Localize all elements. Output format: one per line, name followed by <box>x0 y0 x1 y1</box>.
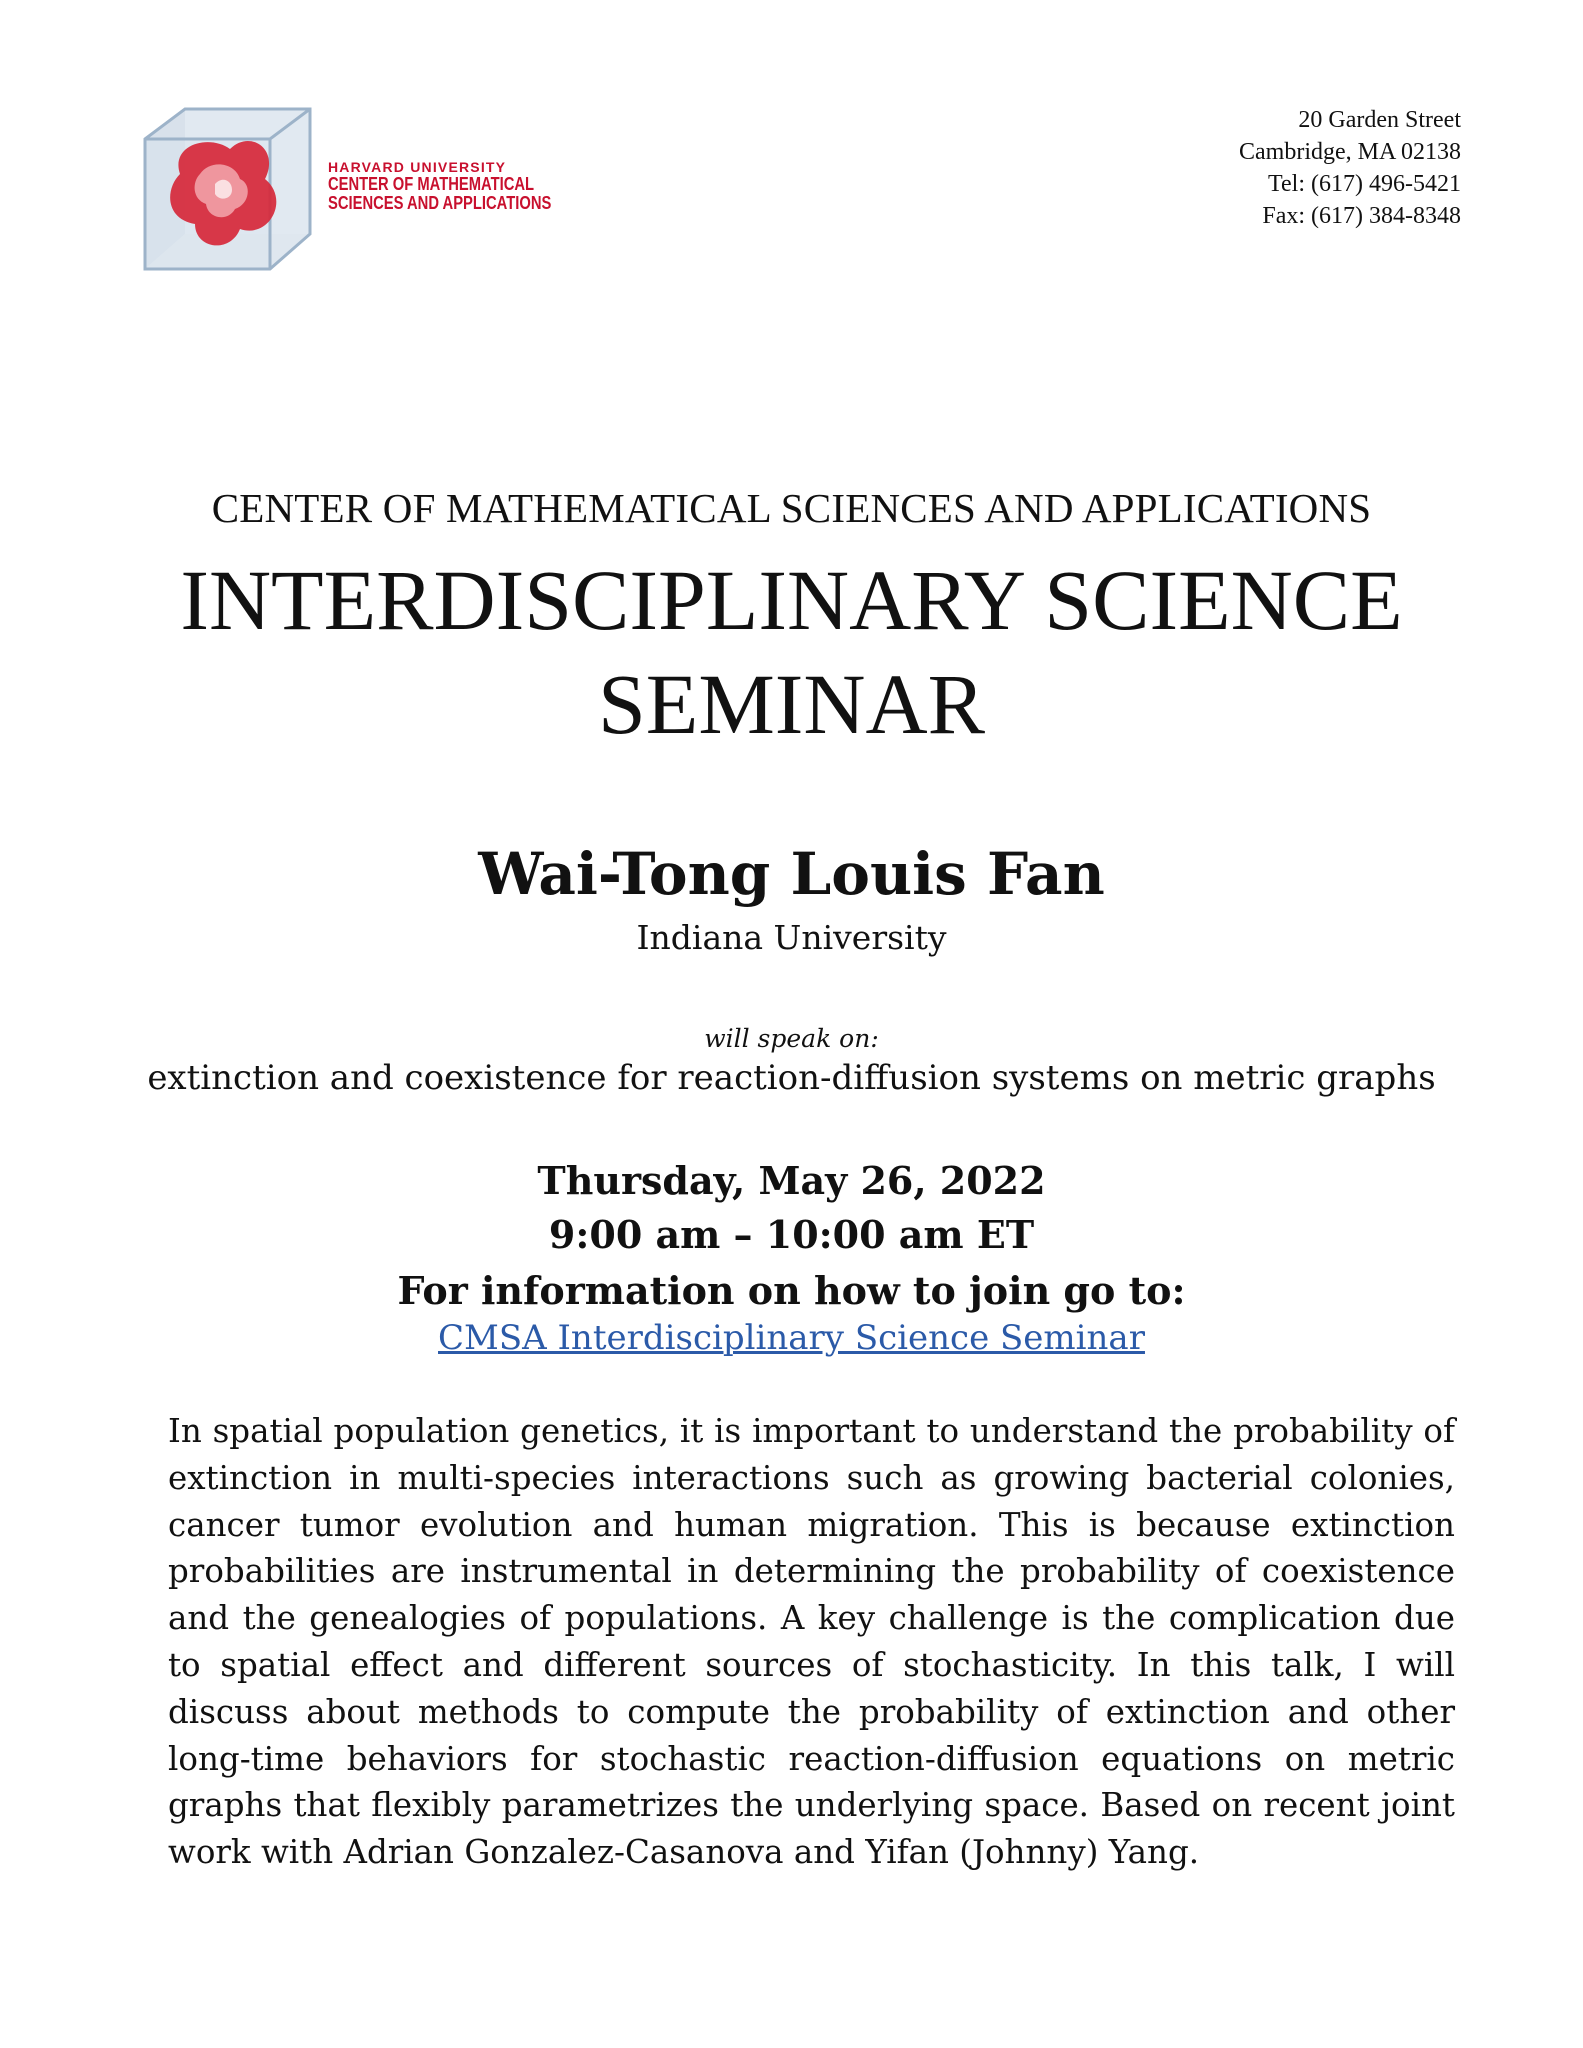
will-speak-label: will speak on: <box>704 1024 879 1053</box>
speaker-name: Wai-Tong Louis Fan <box>478 840 1105 908</box>
cube-logo-icon <box>140 104 320 284</box>
talk-title: extinction and coexistence for reaction-diffusion systems on metric graphs <box>147 1058 1436 1098</box>
speaker-affiliation: Indiana University <box>636 918 947 957</box>
seminar-title <box>0 548 1583 756</box>
seminar-title-line-1: INTERDISCIPLINARY SCIENCE <box>180 552 1403 648</box>
address-block <box>1239 104 1461 232</box>
join-info-label: For information on how to join go to: <box>397 1268 1186 1313</box>
logo-wordmark <box>328 160 600 212</box>
address-city: Cambridge, MA 02138 <box>1239 139 1461 165</box>
join-link[interactable]: CMSA Interdisciplinary Science Seminar <box>438 1318 1145 1358</box>
center-name: CENTER OF MATHEMATICAL SCIENCES AND APPLICATIONS <box>211 485 1372 531</box>
address-fax: Fax: (617) 384-8348 <box>1262 203 1461 229</box>
join-link-wrap <box>0 1318 1583 1358</box>
cmsa-logo <box>140 104 580 284</box>
event-time: 9:00 am – 10:00 am ET <box>548 1212 1035 1257</box>
abstract-text: In spatial population genetics, it is important to understand the probability of extinction in multi-species interactions such as growing bacterial colonies, cancer tumor evolution and human migration. This is because extinction probabilities are instrumental in determining the probability of coexistence and the genealogies of populations. A key challenge is the complication due to spatial effect and different sources of stochasticity. In this talk, I will discuss about methods to compute the probability of extinction and other long-time behaviors for stochastic reaction-diffusion equations on metric graphs that flexibly parametrizes the underlying space. Based on recent joint work with Adrian Gonzalez-Casanova and Yifan (Johnny) Yang. <box>168 1412 1455 1872</box>
address-tel: Tel: (617) 496-5421 <box>1268 171 1461 197</box>
seminar-title-line-2: SEMINAR <box>597 656 986 752</box>
logo-line-1: HARVARD UNIVERSITY <box>328 159 507 175</box>
logo-line-3: SCIENCES AND APPLICATIONS <box>328 192 552 213</box>
event-date: Thursday, May 26, 2022 <box>537 1158 1046 1203</box>
address-street: 20 Garden Street <box>1298 107 1461 133</box>
logo-line-2: CENTER OF MATHEMATICAL <box>328 173 535 194</box>
